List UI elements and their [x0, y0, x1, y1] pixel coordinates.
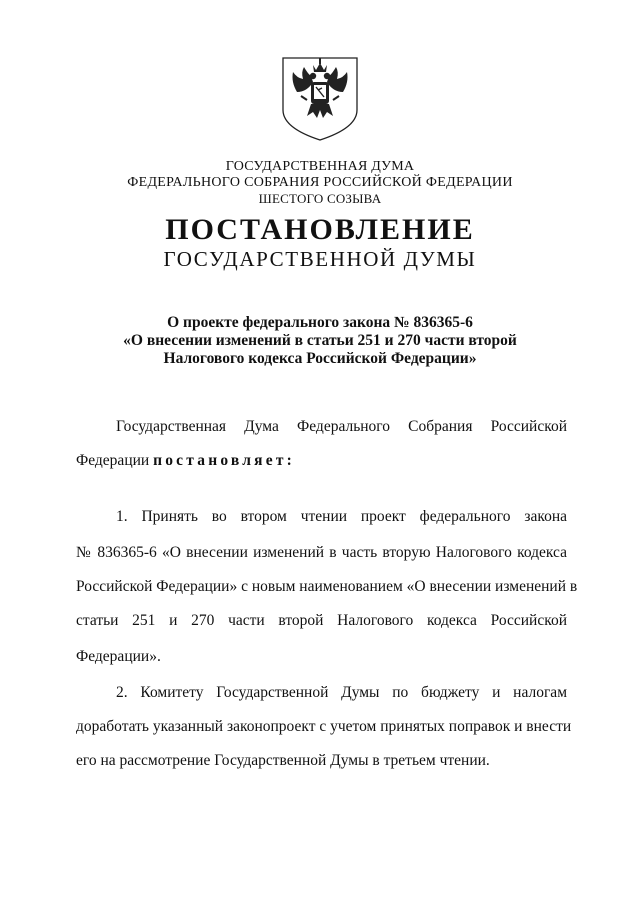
- subject-line3: Налогового кодекса Российской Федерации»: [163, 350, 477, 367]
- preamble-line2: [76, 452, 567, 470]
- item2-line1: 2. Комитету Государственной Думы по бюджету и налогам: [116, 684, 567, 701]
- org-name-line1: ГОСУДАРСТВЕННАЯ ДУМА: [225, 159, 415, 174]
- preamble-line2-start: Федерации: [76, 452, 154, 469]
- org-name-line2: ФЕДЕРАЛЬНОГО СОБРАНИЯ РОССИЙСКОЙ ФЕДЕРАЦИИ: [127, 175, 513, 190]
- coat-of-arms-emblem: [273, 52, 367, 142]
- subject-line2: «О внесении изменений в статьи 251 и 270 части второй: [123, 332, 517, 349]
- item1-line2: № 836365-6 «О внесении изменений в часть вторую Налогового кодекса: [76, 544, 567, 561]
- item1-line5: Федерации».: [76, 648, 161, 665]
- item1-line3: Российской Федерации» с новым наименованием «О внесении изменений в: [76, 578, 578, 595]
- subject-line1: О проекте федерального закона № 836365-6: [167, 314, 473, 331]
- item2-line3: его на рассмотрение Государственной Думы в третьем чтении.: [76, 752, 490, 769]
- item1-line4: статьи 251 и 270 части второй Налогового кодекса Российской: [76, 612, 567, 629]
- item2-line2: доработать указанный законопроект с учетом принятых поправок и внести: [76, 718, 572, 735]
- org-convocation: ШЕСТОГО СОЗЫВА: [258, 191, 382, 206]
- document-type-title: ПОСТАНОВЛЕНИЕ: [165, 213, 475, 246]
- resolution-verb: постановляет:: [153, 452, 295, 469]
- document-type-subtitle: ГОСУДАРСТВЕННОЙ ДУМЫ: [163, 247, 477, 271]
- item1-line1: 1. Принять во втором чтении проект федерального закона: [116, 508, 567, 525]
- preamble-line1: Государственная Дума Федерального Собрания Российской: [116, 418, 567, 435]
